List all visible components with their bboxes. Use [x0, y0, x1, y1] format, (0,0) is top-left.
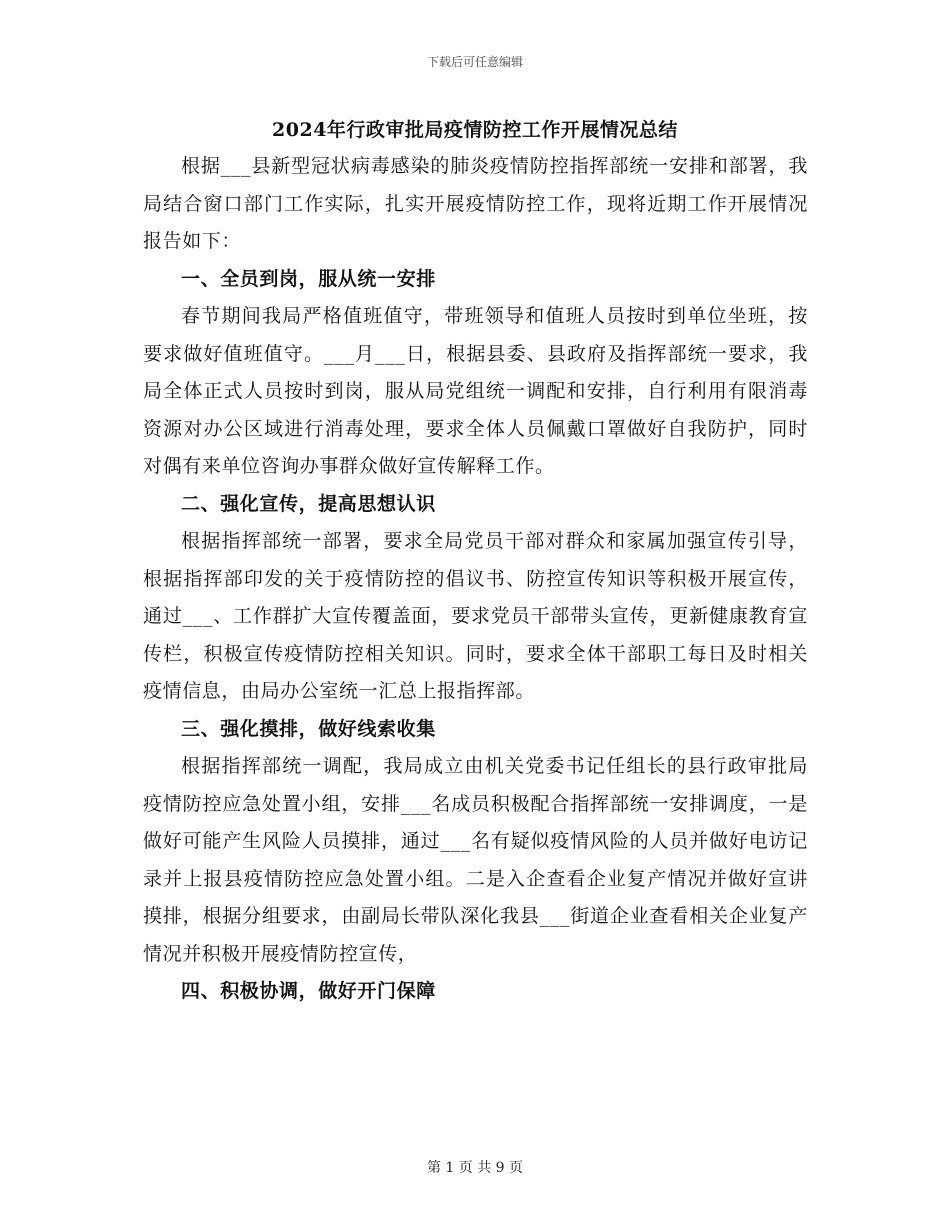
- section-heading-3: 三、强化摸排，做好线索收集: [181, 717, 436, 740]
- document-body: [143, 148, 808, 1011]
- page-number: 第 1 页 共 9 页: [426, 1160, 524, 1176]
- intro-paragraph: 根据___县新型冠状病毒感染的肺炎疫情防控指挥部统一安排和部署，我局结合窗口部门工作实际，扎实开展疫情防控工作，现将近期工作开展情况报告如下：: [143, 155, 808, 252]
- section-heading-4: 四、积极协调，做好开门保障: [181, 980, 436, 1002]
- section-paragraph-3: 根据指挥部统一调配，我局成立由机关党委书记任组长的县行政审批局疫情防控应急处置小组，安排___名成员积极配合指挥部统一安排调度，一是做好可能产生风险人员摸排，通过___名有疑似疫情风险的人员并做好电访记录并上报县疫情防控应急处置小组。二是入企查看企业复产情况并做好宣讲摸排，根据分组要求，由副局长带队深化我县___街道企业查看相关企业复产情况并积极开展疫情防控宣传，: [143, 755, 808, 965]
- section-heading-2: 二、强化宣传，提高思想认识: [181, 492, 436, 515]
- document-title: 2024年行政审批局疫情防控工作开展情况总结: [272, 119, 678, 141]
- header-note: 下载后可任意编辑: [426, 55, 523, 69]
- section-paragraph-1: 春节期间我局严格值班值守，带班领导和值班人员按时到单位坐班，按要求做好值班值守。___月___日，根据县委、县政府及指挥部统一要求，我局全体正式人员按时到岗，服从局党组统一调配和安排，自行利用有限消毒资源对办公区域进行消毒处理，要求全体人员佩戴口罩做好自我防护，同时对偶有来单位咨询办事群众做好宣传解释工作。: [143, 305, 808, 477]
- section-paragraph-2: 根据指挥部统一部署，要求全局党员干部对群众和家属加强宣传引导，根据指挥部印发的关于疫情防控的倡议书、防控宣传知识等积极开展宣传，通过___、工作群扩大宣传覆盖面，要求党员干部带头宣传，更新健康教育宣传栏，积极宣传疫情防控相关知识。同时，要求全体干部职工每日及时相关疫情信息，由局办公室统一汇总上报指挥部。: [143, 530, 808, 702]
- section-heading-1: 一、全员到岗，服从统一安排: [181, 267, 436, 290]
